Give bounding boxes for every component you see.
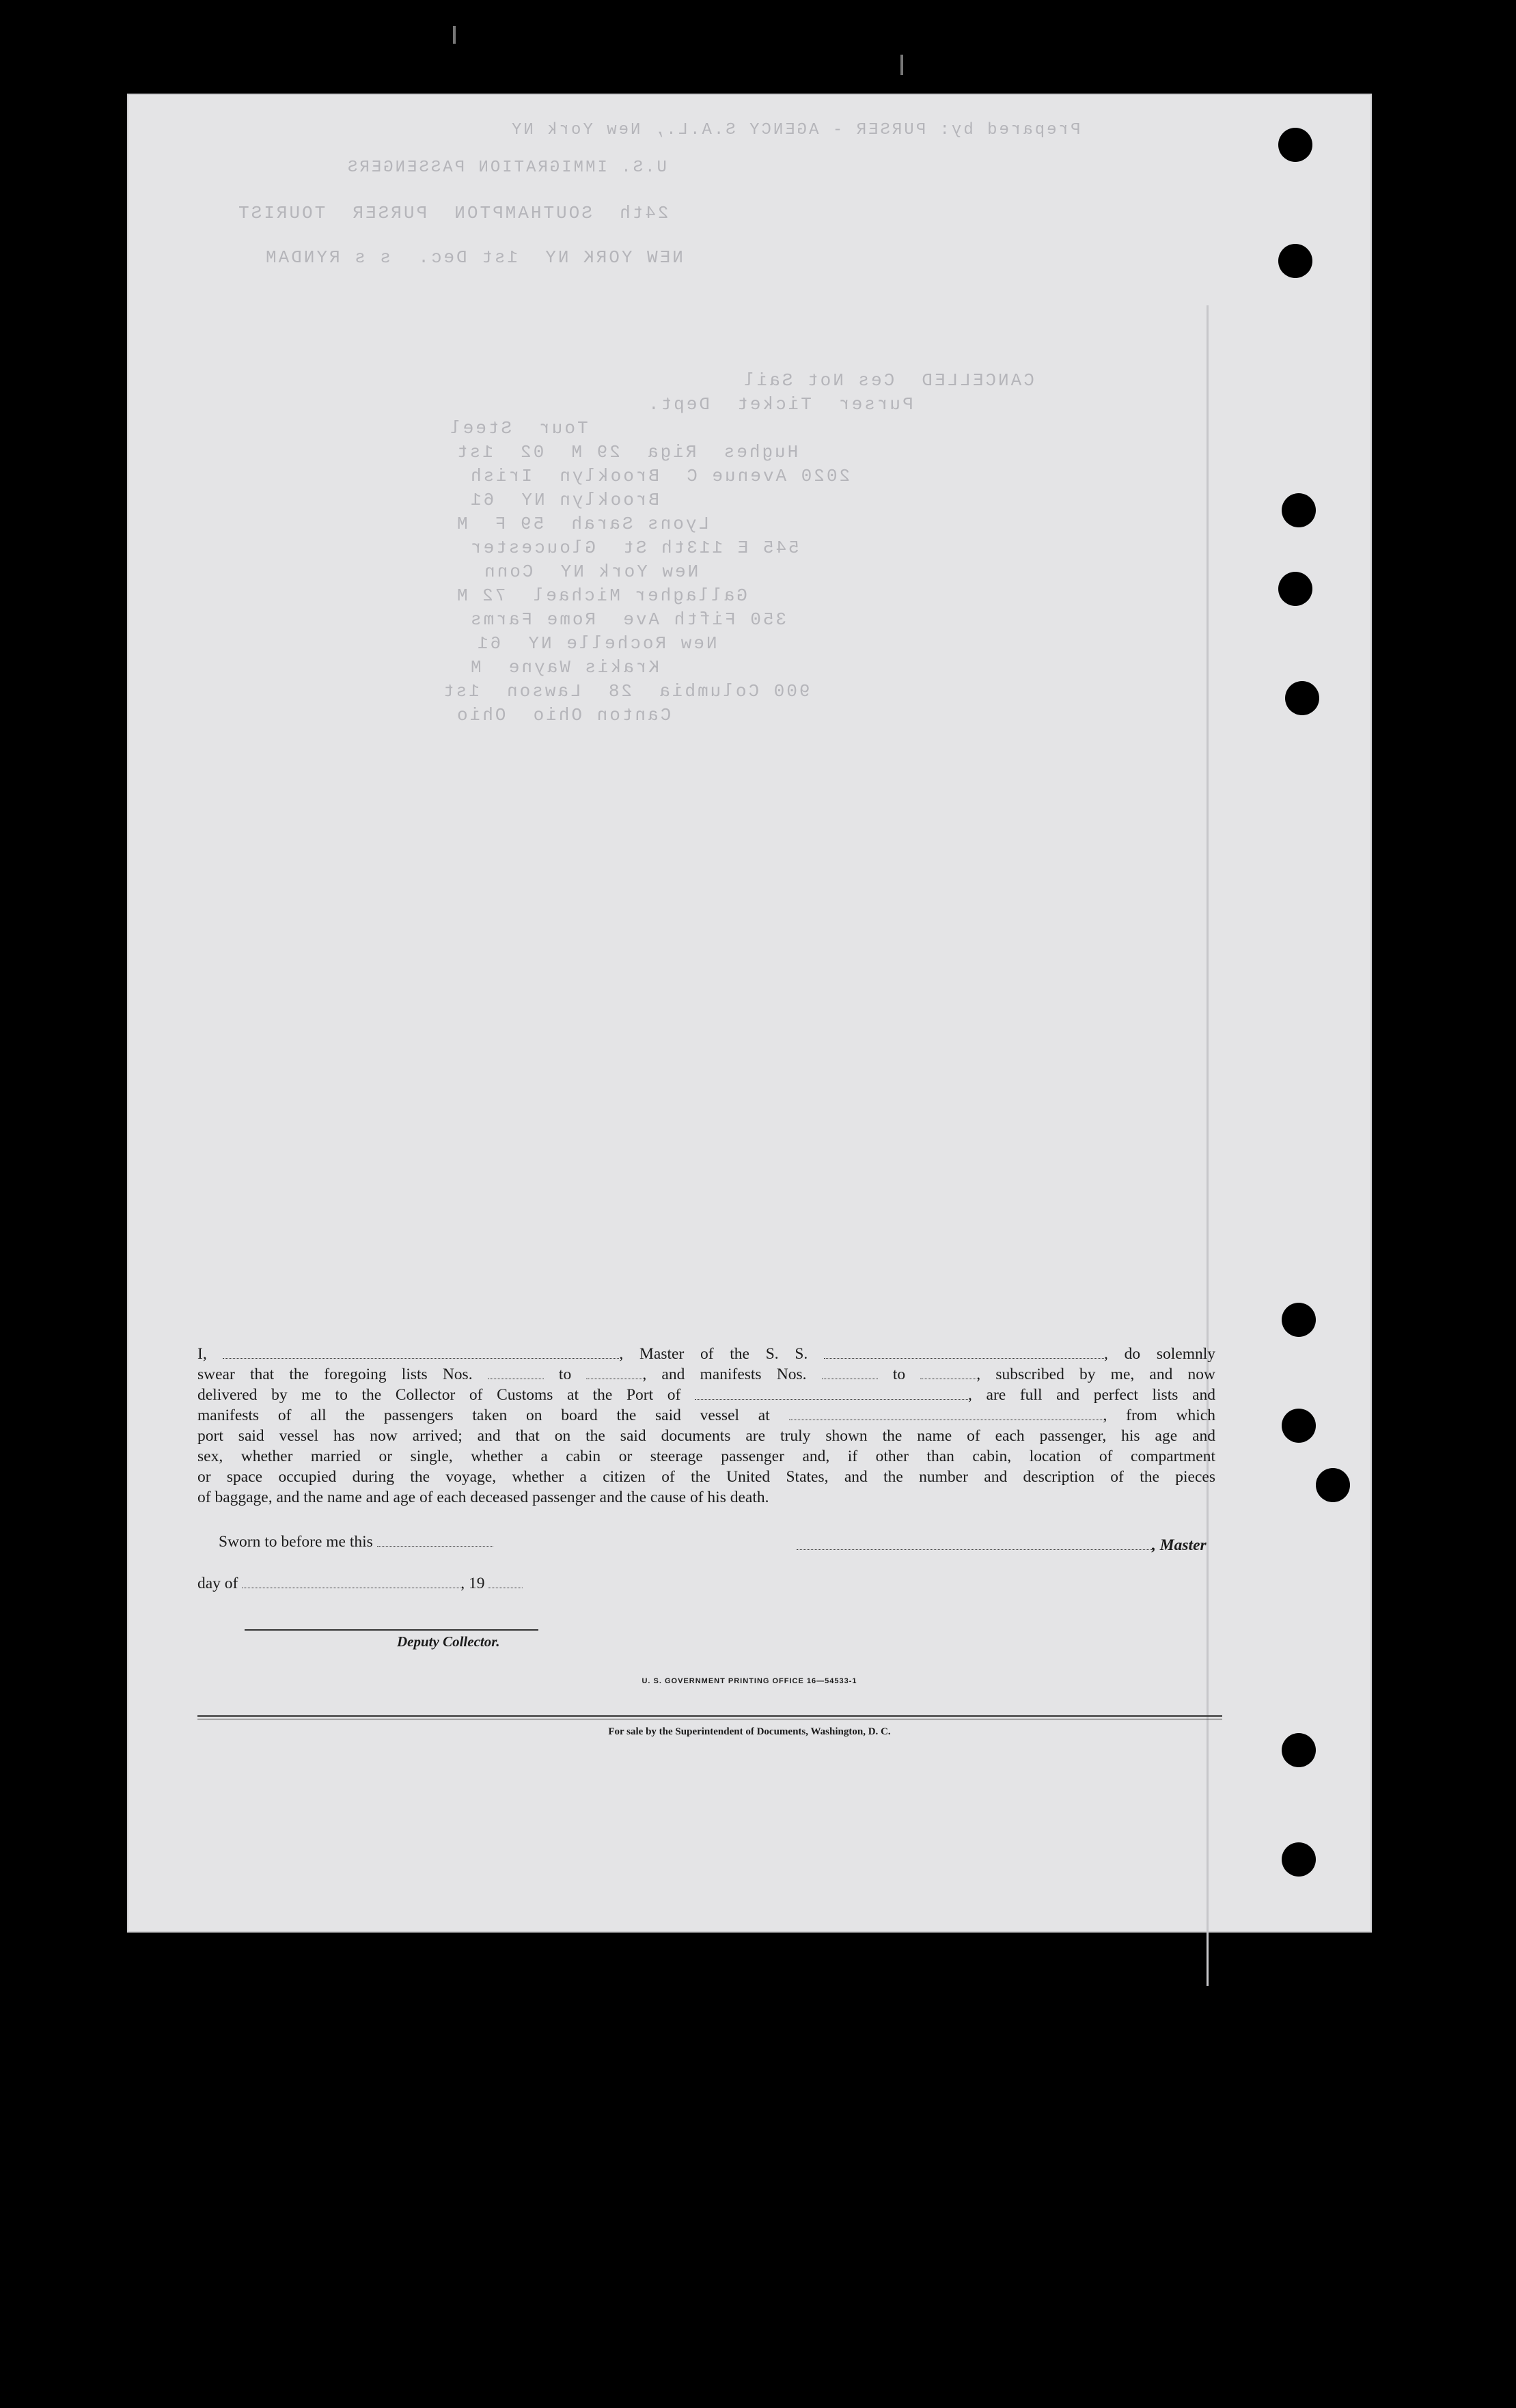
deputy-signature-line[interactable] (245, 1629, 538, 1631)
master-name-field[interactable] (223, 1346, 619, 1359)
ghost-row: Gallagher Michael 72 M (455, 585, 747, 606)
ghost-header-1: Prepared by: PURSER - AGENCY S.A.L., New York NY (510, 121, 1081, 139)
punch-hole (1278, 572, 1312, 606)
day-of-field[interactable] (242, 1575, 460, 1588)
ghost-header-4: NEW YORK NY 1st Dec. s s RYNDAM (264, 247, 683, 268)
ghost-row: Purser Ticket Dept. (646, 394, 913, 415)
year-field[interactable] (488, 1575, 523, 1588)
punch-hole (1282, 1842, 1316, 1877)
ghost-row: Hughes Riga 29 M 02 1st (455, 442, 799, 462)
ghost-row: Tour Steel (448, 418, 588, 439)
oath-line-5: port said vessel has now arrived; and that on the said documents are truly shown the name of each passenger, his age and (197, 1427, 1215, 1445)
punch-hole (1285, 681, 1319, 715)
manifests-to-field[interactable] (920, 1366, 976, 1379)
oath-line-6: sex, whether married or single, whether a cabin or steerage passenger and, if other than cabin, location of compartment (197, 1448, 1215, 1465)
punch-hole (1282, 493, 1316, 527)
punch-hole (1282, 1303, 1316, 1337)
ghost-row: New Rochelle NY 61 (476, 633, 717, 654)
ghost-row: 350 Fifth Ave Rome Farms (469, 609, 787, 630)
sworn-line: Sworn to before me this (219, 1533, 493, 1551)
footer-rule-top (197, 1715, 1222, 1717)
sworn-date-field[interactable] (377, 1534, 493, 1547)
ghost-row: 545 E 113th St Gloucester (469, 538, 799, 558)
ghost-header-3: 24th SOUTHAMPTON PURSER TOURIST (236, 203, 669, 223)
day-of-line: day of , 19 (197, 1575, 523, 1593)
ghost-row: 900 Columbia 28 Lawson 1st (441, 681, 810, 702)
embark-port-field[interactable] (789, 1407, 1103, 1420)
master-signature: , Master (797, 1536, 1207, 1555)
ghost-header-2: U.S. IMMIGRATION PASSENGERS (346, 158, 667, 177)
manifest-page (127, 94, 1372, 1933)
manifests-from-field[interactable] (822, 1366, 878, 1379)
punch-hole (1278, 128, 1312, 162)
lists-to-field[interactable] (586, 1366, 642, 1379)
oath-line-1: I, , Master of the S. S. , do solemnly (197, 1345, 1215, 1363)
ghost-row: Lyons Sarah 59 F M (455, 514, 710, 534)
port-field[interactable] (695, 1387, 968, 1400)
ghost-row: 2020 Avenue C Brooklyn Irish (469, 466, 851, 486)
oath-line-7: or space occupied during the voyage, whether a citizen of the United States, and the number and description of the pieces (197, 1468, 1215, 1486)
master-oath (197, 1344, 1215, 1508)
punch-hole (1282, 1733, 1316, 1767)
master-signature-field[interactable] (797, 1537, 1152, 1550)
ghost-row: New York NY Conn (482, 562, 699, 582)
oath-line-2: swear that the foregoing lists Nos. to , and manifests Nos. to , subscribed by me, and now (197, 1366, 1216, 1383)
oath-line-3: delivered by me to the Collector of Customs at the Port of , are full and perfect lists and (197, 1386, 1216, 1404)
punch-hole (1316, 1468, 1350, 1502)
scan-mark-right (900, 55, 903, 75)
scan-mark-left (453, 26, 456, 44)
ghost-row: Krakis Wayne M (469, 657, 660, 678)
punch-hole (1282, 1409, 1316, 1443)
deputy-collector-label: Deputy Collector. (397, 1633, 500, 1650)
oath-line-8: of baggage, and the name and age of each deceased passenger and the cause of his death. (197, 1489, 769, 1506)
ghost-row: Canton Ohio Ohio (455, 705, 672, 725)
punch-hole (1278, 244, 1312, 278)
ghost-row: CANCELLED Ces Not Sail (742, 370, 1034, 391)
printing-office-imprint: U. S. GOVERNMENT PRINTING OFFICE 16—54533-1 (642, 1677, 857, 1685)
for-sale-imprint: For sale by the Superintendent of Documents, Washington, D. C. (608, 1726, 891, 1737)
ship-name-field[interactable] (824, 1346, 1104, 1359)
ghost-row: Brooklyn NY 61 (469, 490, 660, 510)
oath-line-4: manifests of all the passengers taken on board the said vessel at , from which (197, 1407, 1215, 1424)
lists-from-field[interactable] (488, 1366, 544, 1379)
